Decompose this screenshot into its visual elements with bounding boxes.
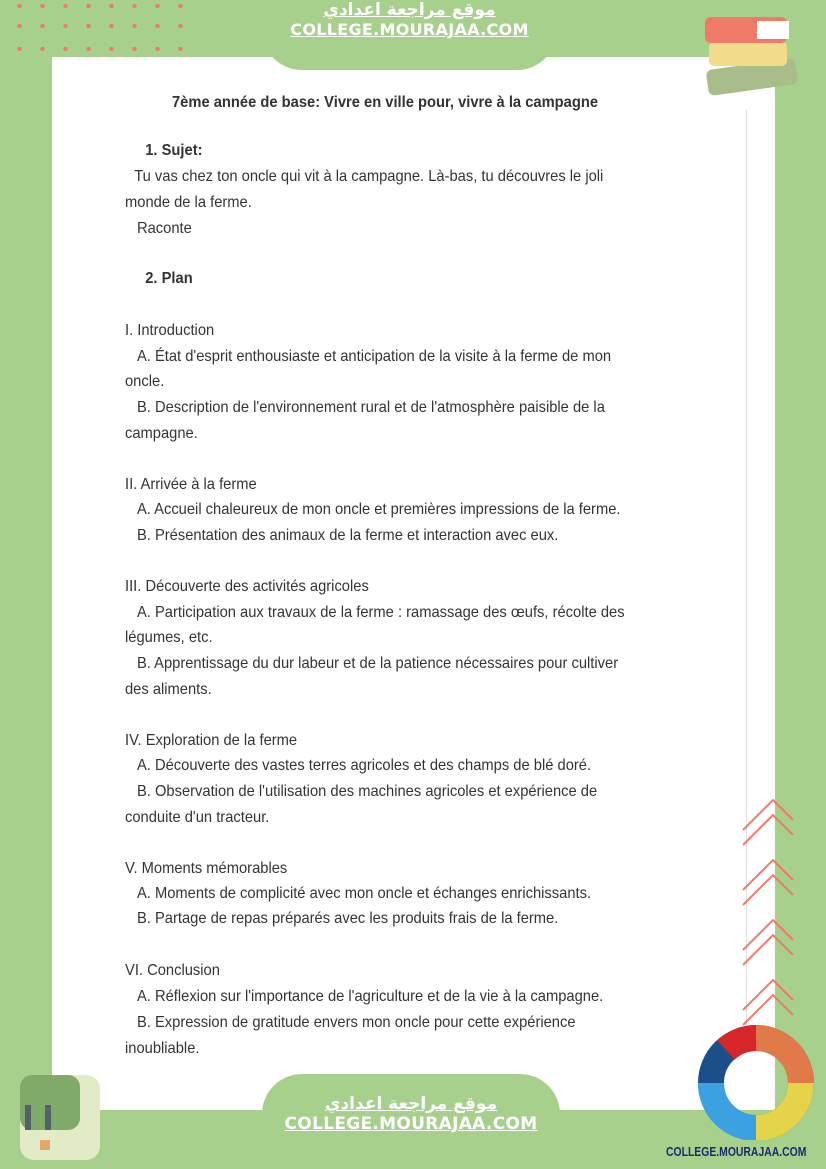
section-line: conduite d'un tracteur. [125,809,270,826]
section-line: B. Observation de l'utilisation des machines agricoles et expérience de [136,783,598,800]
document-title: 7ème année de base: Vivre en ville pour, vivre à la campagne [172,94,599,111]
section-line: B. Expression de gratitude envers mon oncle pour cette expérience [136,1014,576,1031]
section-heading: I. Introduction [125,322,215,339]
sujet-line: monde de la ferme. [125,194,252,211]
section-heading: III. Découverte des activités agricoles [125,578,369,595]
section-heading: VI. Conclusion [125,962,220,979]
site-url[interactable]: COLLEGE.MOURAJAA.COM [290,20,529,39]
chevron-up-icon [738,790,798,850]
sujet-line: Raconte [136,220,192,237]
site-url[interactable]: COLLEGE.MOURAJAA.COM [284,1114,538,1134]
plan-heading: 2. Plan [145,270,193,287]
sujet-line: Tu vas chez ton oncle qui vit à la campagne. Là-bas, tu découvres le joli [134,168,604,185]
brand-label: COLLEGE.MOURAJAA.COM [666,1144,807,1159]
chevron-up-icon [738,970,798,1030]
section-line: B. Description de l'environnement rural et de l'atmosphère paisible de la [136,399,605,416]
sujet-heading: 1. Sujet: [145,142,203,159]
section-line: B. Partage de repas préparés avec les produits frais de la ferme. [136,910,559,927]
decor-dots [8,4,198,8]
section-heading: IV. Exploration de la ferme [125,732,298,749]
section-line: A. Réflexion sur l'importance de l'agriculture et de la vie à la campagne. [136,988,604,1005]
chevron-up-icon [738,850,798,910]
footer-banner [262,1074,560,1169]
section-line: B. Présentation des animaux de la ferme et interaction avec eux. [136,527,559,544]
subjects-wheel-icon [696,1023,816,1140]
section-line: A. Découverte des vastes terres agricoles et des champs de blé doré. [136,757,592,774]
section-line: A. Accueil chaleureux de mon oncle et premières impressions de la ferme. [136,501,621,518]
section-line: légumes, etc. [125,629,213,646]
section-heading: V. Moments mémorables [125,860,288,877]
section-line: A. Moments de complicité avec mon oncle et échanges enrichissants. [136,885,592,902]
section-line: inoubliable. [125,1040,200,1057]
section-line: B. Apprentissage du dur labeur et de la patience nécessaires pour cultiver [136,655,619,672]
section-line: oncle. [125,373,165,390]
decor-dots [8,47,198,51]
section-line: A. État d'esprit enthousiaste et anticipation de la visite à la ferme de mon [136,348,612,365]
books-icon [695,12,805,97]
chevron-up-icon [738,910,798,970]
decor-dots [8,24,198,28]
section-line: A. Participation aux travaux de la ferme : ramassage des œufs, récolte des [136,604,625,621]
header-banner [262,0,557,70]
backpack-icon [10,1055,110,1160]
site-name-arabic: موقع مراجعة اعدادي [324,1094,498,1114]
section-line: campagne. [125,425,198,442]
section-line: des aliments. [125,681,212,698]
section-heading: II. Arrivée à la ferme [125,476,257,493]
site-name-arabic: موقع مراجعة اعدادي [323,0,496,20]
